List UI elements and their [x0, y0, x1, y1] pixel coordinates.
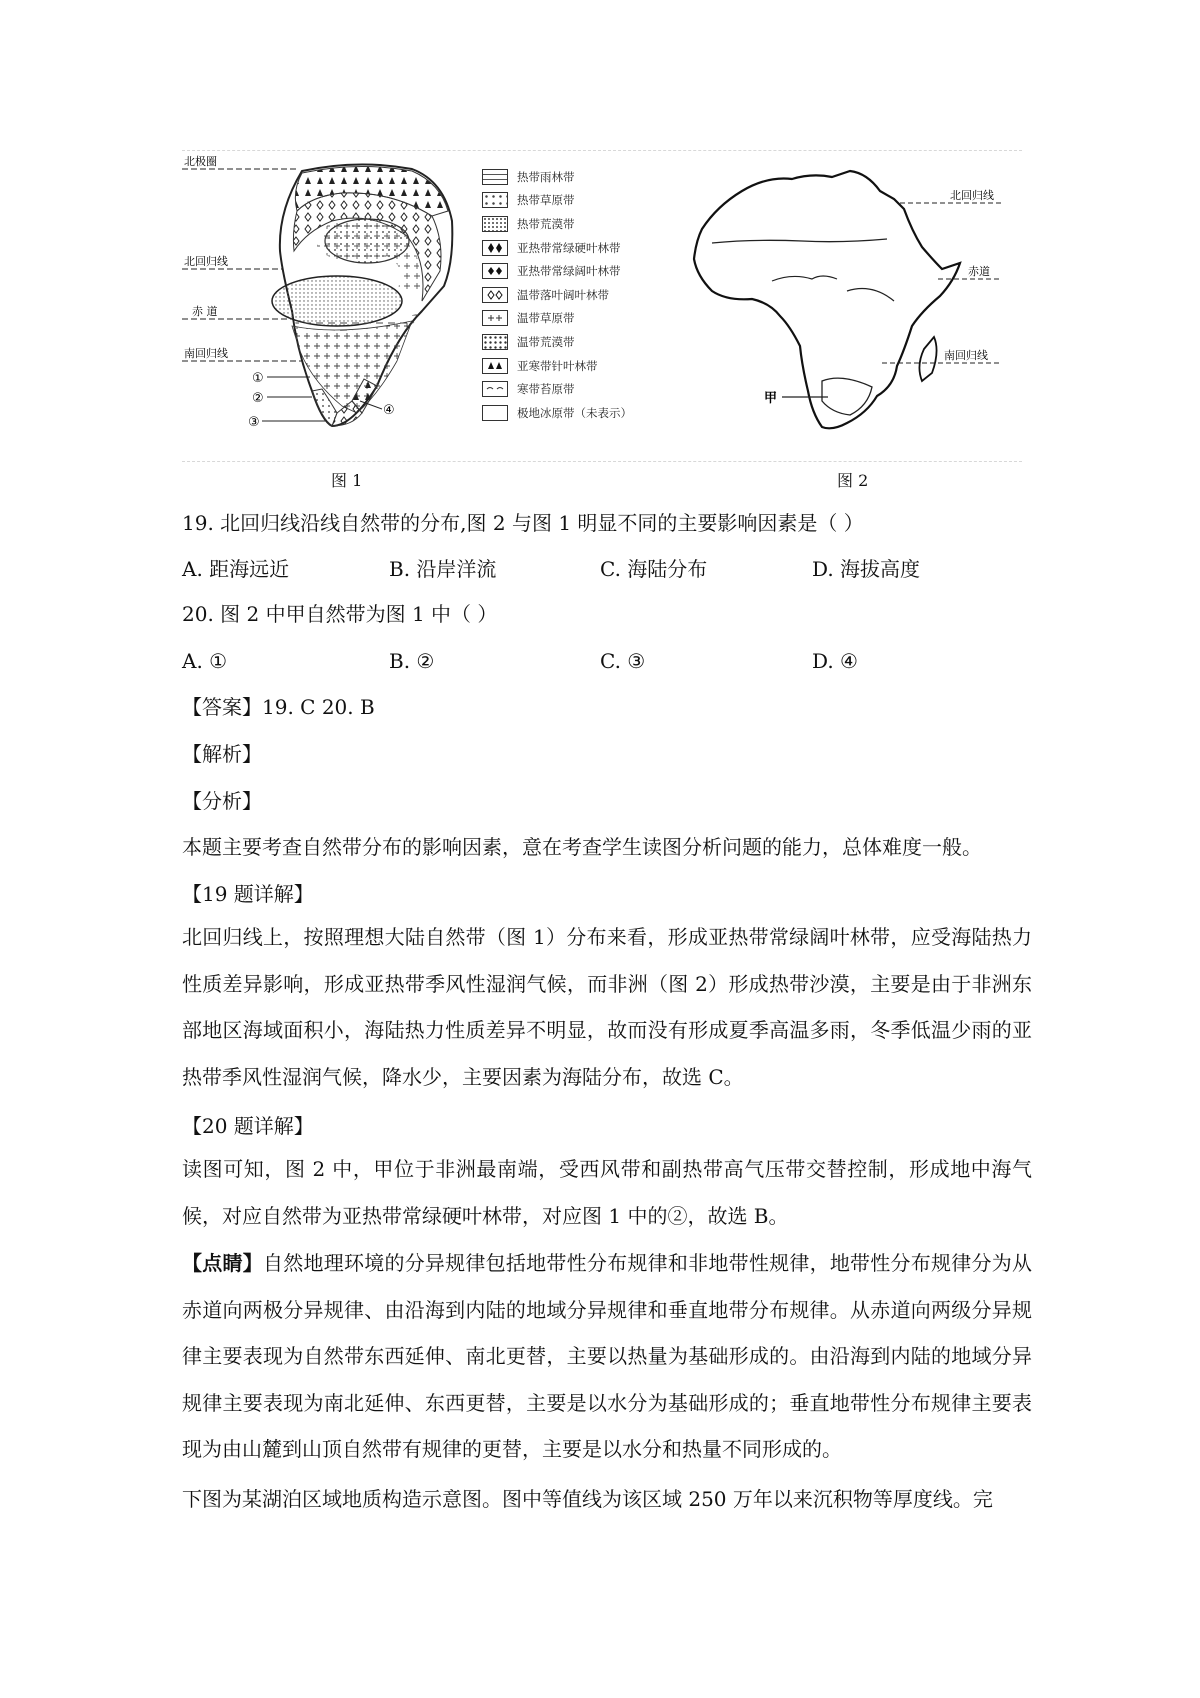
africa-outline [694, 171, 960, 428]
q19-option-c: C. 海陆分布 [600, 557, 708, 581]
legend-item: 温带落叶阔叶林带 [482, 283, 672, 307]
q19-option-d: D. 海拔高度 [812, 557, 921, 581]
fenxi-heading: 【分析】 [182, 789, 262, 813]
legend-swatch [482, 192, 508, 208]
legend-swatch [482, 169, 508, 185]
figure-area [182, 150, 1022, 462]
figure1-caption: 图 1 [331, 471, 363, 490]
detail19-heading: 【19 题详解】 [182, 882, 314, 906]
legend-item: 热带草原带 [482, 189, 672, 213]
legend-swatch [482, 358, 508, 374]
answer-line: 【答案】19. C 20. B [182, 695, 375, 719]
vegetation-legend [482, 165, 672, 425]
legend-item: 极地冰原带（未表示） [482, 401, 672, 425]
detail20-text: 读图可知，图 2 中，甲位于非洲最南端，受西风带和副热带高气压带交替控制，形成地中海气候，对应自然带为亚热带常绿硬叶林带，对应图 1 中的②，故选 B。 [182, 1157, 1032, 1228]
dianjing-paragraph [182, 1240, 1032, 1473]
fig1-marker-3: ③ [248, 415, 260, 430]
q19-stem: 19. 北回归线沿线自然带的分布,图 2 与图 1 明显不同的主要影响因素是（ ） [182, 511, 864, 535]
detail20-heading: 【20 题详解】 [182, 1114, 314, 1138]
fig1-arctic-circle-label: 北极圈 [184, 155, 217, 168]
fig1-marker-4: ④ [383, 403, 395, 418]
fig2-jia-label: 甲 [764, 391, 778, 406]
legend-item: 温带草原带 [482, 307, 672, 331]
legend-item: 亚热带常绿硬叶林带 [482, 236, 672, 260]
africa-map [672, 151, 1022, 461]
legend-swatch [482, 334, 508, 350]
q19-option-b: B. 沿岸洋流 [389, 557, 497, 581]
q20-stem: 20. 图 2 中甲自然带为图 1 中（ ） [182, 602, 498, 626]
legend-item: 寒带苔原带 [482, 377, 672, 401]
legend-swatch [482, 405, 508, 421]
fig1-equator-label: 赤 道 [192, 305, 218, 318]
idealized-continent-map [182, 151, 482, 461]
legend-swatch [482, 381, 508, 397]
fig1-tropic-capricorn-label: 南回归线 [184, 347, 228, 360]
next-question-text: 下图为某湖泊区域地质构造示意图。图中等值线为该区域 250 万年以来沉积物等厚度线。完 [182, 1487, 993, 1511]
q20-option-d: D. ④ [812, 649, 858, 673]
legend-item: 热带荒漠带 [482, 212, 672, 236]
legend-item: 亚寒带针叶林带 [482, 354, 672, 378]
jiexi-heading: 【解析】 [182, 742, 262, 766]
q20-option-b: B. ② [389, 649, 435, 673]
legend-swatch [482, 287, 508, 303]
detail19-text: 北回归线上，按照理想大陆自然带（图 1）分布来看，形成亚热带常绿阔叶林带，应受海陆热力性质差异影响，形成亚热带季风性湿润气候，而非洲（图 2）形成热带沙漠，主要是由于非洲东部地区海域面积小，海陆热力性质差异不明显，故而没有形成夏季高温多雨，冬季低温少雨的亚热带季风性湿润气候，降水少，主要因素为海陆分布，故选 C。 [182, 925, 1032, 1089]
dianjing-label: 【点睛】 [182, 1251, 263, 1275]
figure2-caption: 图 2 [837, 471, 869, 490]
legend-item: 热带雨林带 [482, 165, 672, 189]
fig2-tropic-capricorn-label: 南回归线 [944, 349, 988, 362]
fenxi-text: 本题主要考查自然带分布的影响因素，意在考查学生读图分析问题的能力，总体难度一般。 [182, 835, 982, 859]
fig1-marker-2: ② [252, 391, 264, 406]
legend-item: 温带荒漠带 [482, 330, 672, 354]
fig2-equator-label: 赤道 [968, 265, 990, 278]
legend-swatch [482, 263, 508, 279]
fig1-marker-1: ① [252, 371, 264, 386]
madagascar-outline [919, 337, 936, 381]
legend-swatch [482, 310, 508, 326]
legend-item: 亚热带常绿阔叶林带 [482, 259, 672, 283]
dianjing-text: 自然地理环境的分异规律包括地带性分布规律和非地带性规律，地带性分布规律分为从赤道向两极分异规律、由沿海到内陆的地域分异规律和垂直地带分布规律。从赤道向两级分异规律主要表现为自然带东西延伸、南北更替，主要以热量为基础形成的。由沿海到内陆的地域分异规律主要表现为南北延伸、东西更替，主要是以水分为基础形成的；垂直地带性分布规律主要表现为由山麓到山顶自然带有规律的更替，主要是以水分和热量不同形成的。 [182, 1251, 1033, 1461]
q20-option-a: A. ① [182, 649, 228, 673]
q19-option-a: A. 距海远近 [182, 557, 290, 581]
legend-swatch [482, 216, 508, 232]
fig1-tropic-cancer-label: 北回归线 [184, 255, 228, 268]
legend-swatch [482, 240, 508, 256]
q20-option-c: C. ③ [600, 649, 646, 673]
fig2-tropic-cancer-label: 北回归线 [950, 189, 994, 202]
